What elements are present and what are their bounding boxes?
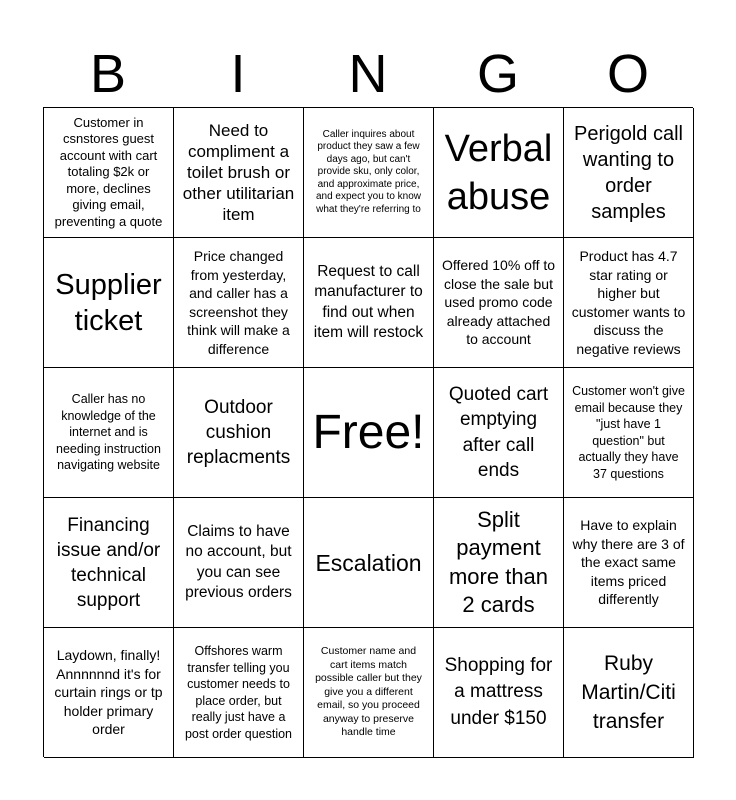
bingo-cell[interactable] xyxy=(434,238,564,368)
cell-text: Offered 10% off to close the sale but used promo code already attached to account xyxy=(441,257,556,348)
cell-text: Claims to have no account, but you can see previous orders xyxy=(185,522,292,601)
cell-text: Caller has no knowledge of the internet and is needing instruction navigating website xyxy=(56,392,161,473)
header-letter-b: B xyxy=(89,44,127,104)
cell-text: Financing issue and/or technical support xyxy=(56,514,161,611)
bingo-cell[interactable] xyxy=(44,628,174,758)
cell-text: Need to compliment a toilet brush or other utilitarian item xyxy=(182,121,295,224)
bingo-cell[interactable] xyxy=(174,238,304,368)
bingo-cell[interactable] xyxy=(434,628,564,758)
cell-text: Request to call manufacturer to find out when item will restock xyxy=(313,262,424,341)
cell-text: Quoted cart emptying after call ends xyxy=(448,383,549,481)
cell-text: Offshores warm transfer telling you customer needs to place order, but really just have a post order question xyxy=(184,644,292,741)
bingo-cell[interactable] xyxy=(564,628,694,758)
bingo-header xyxy=(43,44,693,104)
bingo-cell[interactable] xyxy=(304,498,434,628)
bingo-cell[interactable] xyxy=(304,238,434,368)
header-letter-g: G xyxy=(476,44,519,104)
cell-text: Price changed from yesterday, and caller has a screenshot they think will make a difference xyxy=(187,248,290,357)
cell-text: Caller inquires about product they saw a few days ago, but can't provide sku, only color, and approximate price, and expect you to know what they're referring to xyxy=(315,128,422,215)
bingo-cell[interactable] xyxy=(434,498,564,628)
cell-text: Have to explain why there are 3 of the exact same items priced differently xyxy=(572,517,685,608)
bingo-cell[interactable] xyxy=(434,368,564,498)
bingo-cell[interactable] xyxy=(564,368,694,498)
bingo-cell[interactable] xyxy=(174,628,304,758)
bingo-cell[interactable] xyxy=(44,368,174,498)
cell-text: Customer name and cart items match possible caller but they give you a different email, so you proceed anyway to preserve handle time xyxy=(315,645,422,739)
cell-text: Supplier ticket xyxy=(55,268,162,337)
bingo-cell[interactable] xyxy=(44,238,174,368)
bingo-cell[interactable] xyxy=(174,498,304,628)
bingo-cell[interactable] xyxy=(44,498,174,628)
bingo-cell[interactable] xyxy=(44,108,174,238)
header-letter-n: N xyxy=(348,44,388,104)
bingo-cell[interactable] xyxy=(564,238,694,368)
bingo-cell[interactable] xyxy=(174,108,304,238)
bingo-cell[interactable] xyxy=(564,108,694,238)
cell-text: Verbal abuse xyxy=(444,127,553,218)
cell-text: Outdoor cushion replacments xyxy=(186,397,291,468)
cell-text: Shopping for a mattress under $150 xyxy=(444,654,553,729)
bingo-cell-free[interactable] xyxy=(304,368,434,498)
cell-text: Laydown, finally! Annnnnnd it's for curtain rings or tp holder primary order xyxy=(54,647,163,738)
cell-text: Escalation xyxy=(315,549,422,576)
cell-text: Ruby Martin/Citi transfer xyxy=(581,652,676,733)
cell-text: Free! xyxy=(312,405,425,459)
cell-text: Product has 4.7 star rating or higher but customer wants to discuss the negative reviews xyxy=(571,248,686,357)
cell-text: Split payment more than 2 cards xyxy=(448,506,549,617)
cell-text: Customer won't give email because they "just have 1 question" but actually they have 37 questions xyxy=(572,384,685,481)
cell-text: Perigold call wanting to order samples xyxy=(574,122,683,223)
bingo-cell[interactable] xyxy=(304,628,434,758)
bingo-cell[interactable] xyxy=(564,498,694,628)
header-letter-i: I xyxy=(230,44,246,104)
bingo-cell[interactable] xyxy=(434,108,564,238)
bingo-cell[interactable] xyxy=(174,368,304,498)
header-letter-o: O xyxy=(606,44,649,104)
bingo-board xyxy=(43,107,693,757)
cell-text: Customer in csnstores guest account with cart totaling $2k or more, declines giving email, preventing a quote xyxy=(54,114,163,229)
bingo-cell[interactable] xyxy=(304,108,434,238)
